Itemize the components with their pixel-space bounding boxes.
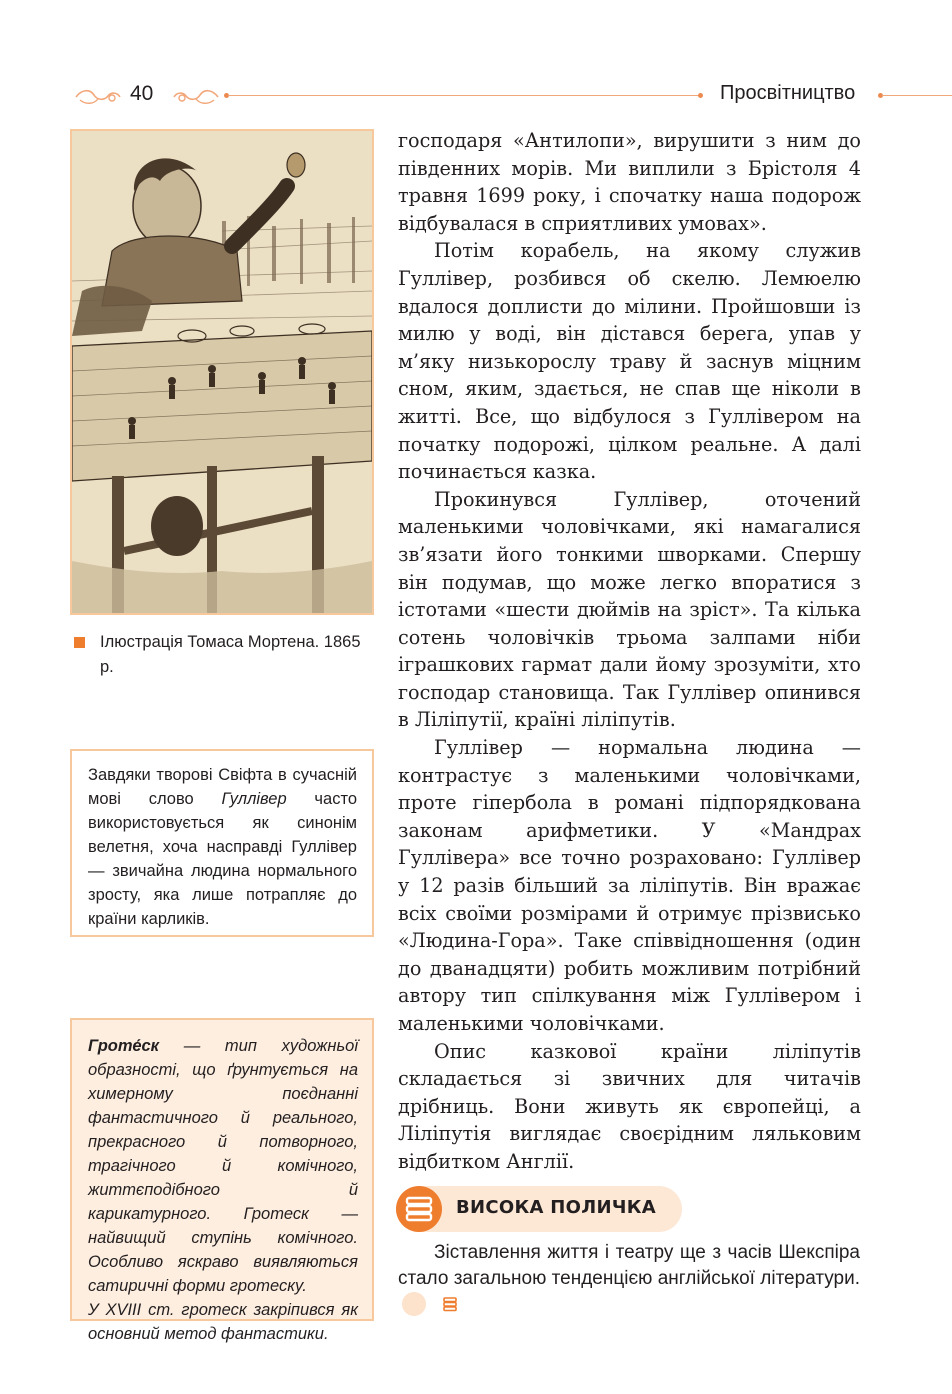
- illustration-caption: [74, 630, 374, 680]
- paragraph: господаря «Антилопи», вирушити з ним до південних морів. Ми виплили з Брістоля 4 травня 1699 року, і спочатку наша подорож відбувалася в сприятливих умовах».: [398, 129, 861, 235]
- note-text-start: Завдяки творові Свіфта в сучасній мові слово: [88, 766, 357, 808]
- right-flourish-icon: [172, 86, 220, 108]
- definition-box: [70, 1018, 374, 1343]
- definition-note: У XVIII ст. гротеск закріпився як основний метод фантастики.: [88, 1301, 358, 1343]
- caption-bullet-icon: [74, 637, 85, 648]
- high-shelf-text: [398, 1240, 860, 1319]
- page-header: [0, 78, 952, 114]
- header-divider: [228, 95, 698, 96]
- definition-term: Гроте́ск: [88, 1037, 160, 1055]
- note-box: [70, 749, 374, 937]
- high-shelf-body: Зіставлення життя і театру ще з часів Шекспіра стало загальною тенденцією англійської літератури.: [398, 1242, 860, 1289]
- header-divider-right: [882, 95, 952, 96]
- header-line-dot: [698, 93, 703, 98]
- paragraph: Прокинувся Гуллівер, оточений маленькими чоловічками, які намагалися зв’язати його тонкими шворками. Спершу він подумав, що може легко впоратися з істотами «шести дюймів на зріст». Та кілька сотень чоловічків трьома залпами ніби іграшкових гармат дали йому зрозуміти, хто господар становища. Так Гуллівер опинився в Ліліпутії, країні ліліпутів.: [398, 487, 861, 732]
- paragraph: Гуллівер — нормальна людина — контрастує з маленькими чоловічками, проте гіпербола в романі підпорядкована законам арифметики. У «Мандрах Гуллівера» все точно розраховано: Гуллівер у 12 разів більший за ліліпутів. Він вражає всіх своїми розмірами й отримує прізвисько «Людина-Гора». Таке співвідношення (один до дванадцяти) робить можливим потрібний автору тип спілкування між Гуллівером і маленькими чоловічками.: [398, 736, 861, 1035]
- note-text-end: часто використовується як синонім велетня, хоча насправді Гуллівер — звичайна людина нормального зросту, яка лише потрапляє до країни карликів.: [88, 790, 357, 928]
- bookshelf-link-icon[interactable]: [402, 1292, 426, 1316]
- engraving-illustration-icon: [72, 131, 372, 613]
- paragraph: Потім корабель, на якому служив Гуллівер, розбився об скелю. Лемюелю вдалося доплисти до мілини. Пройшовши із милю у воді, він дістався берега, упав у м’яку низькорослу траву й заснув міцним сном, яким, здається, не спав ще ніколи в житті. Все, що відбулося з Гуллівером на початку подорожі, цілком реальне. А далі починається казка.: [398, 239, 861, 484]
- note-emphasis: Гуллівер: [221, 790, 287, 808]
- bookshelf-icon: [396, 1186, 442, 1232]
- gulliver-illustration: [70, 129, 374, 615]
- main-text: [398, 127, 861, 1176]
- paragraph: Опис казкової країни ліліпутів складається зі звичних для читачів дрібниць. Вони живуть як європейці, а Ліліпутія виглядає своєрідним ляльковим відбитком Англії.: [398, 1039, 861, 1173]
- high-shelf-heading: [396, 1186, 682, 1232]
- caption-text: Ілюстрація Томаса Мортена. 1865 р.: [100, 633, 361, 676]
- high-shelf-title: ВИСОКА ПОЛИЧКА: [456, 1197, 656, 1218]
- page-number: 40: [130, 82, 154, 105]
- section-title: Просвітництво: [720, 82, 856, 104]
- left-flourish-icon: [74, 86, 122, 108]
- definition-text: — тип художньої образності, що ґрунтується на химерному поєднанні фантастичного й реального, прекрасного й потворного, трагічного й комічного, життєподібного й карикатурного. Гротеск — найвищий ступінь комічного. Особливо яскраво виявляються сатиричні форми гротеску.: [88, 1037, 358, 1295]
